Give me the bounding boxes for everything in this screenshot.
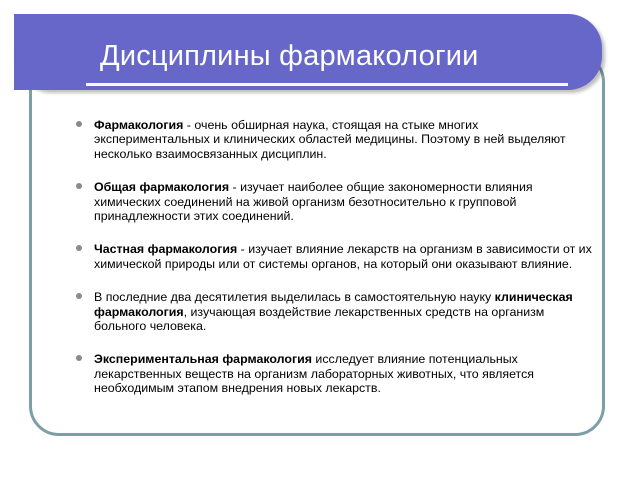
bullet-icon: [76, 245, 82, 251]
list-item: [76, 290, 596, 333]
slide-title: Дисциплины фармакологии: [100, 40, 479, 72]
item-text: , изучающая воздействие лекарственных средств на организм больного человека.: [94, 304, 545, 334]
list-item: [76, 352, 596, 395]
bullet-icon: [76, 355, 82, 361]
list-item: [76, 118, 596, 161]
bullet-icon: [76, 121, 82, 127]
item-term: Фармакология: [94, 118, 184, 132]
item-term: Экспериментальная фармакология: [94, 352, 312, 367]
item-term: клиническая фармакология: [94, 290, 573, 319]
item-text: - очень обширная наука, стоящая на стыке многих экспериментальных и клинических областей медицины. Поэтому в ней выделяют несколько взаимосвязанных дисциплин.: [94, 118, 566, 161]
list-item: [76, 180, 596, 223]
bullet-list: [76, 118, 596, 396]
list-item: [76, 242, 596, 271]
title-underline: [86, 83, 568, 86]
title-bar: [14, 14, 602, 90]
bullet-icon: [76, 183, 82, 189]
item-term: Общая фармакология: [94, 180, 230, 195]
item-text: - изучает влияние лекарств на организм в зависимости от их химической природы или от системы органов, на который они оказывают влияние.: [94, 242, 592, 271]
item-text: исследует влияние потенциальных лекарственных веществ на организм лабораторных животных, что является необходимым этапом внедрения новых лекарств.: [94, 352, 534, 396]
item-term: Частная фармакология: [94, 242, 238, 257]
item-text: - изучает наиболее общие закономерности влияния химических соединений на живой организм безотносительно к групповой принадлежности этих соединений.: [94, 180, 533, 224]
item-pre-text: В последние два десятилетия выделилась в самостоятельную науку: [94, 290, 495, 305]
bullet-icon: [76, 293, 82, 299]
